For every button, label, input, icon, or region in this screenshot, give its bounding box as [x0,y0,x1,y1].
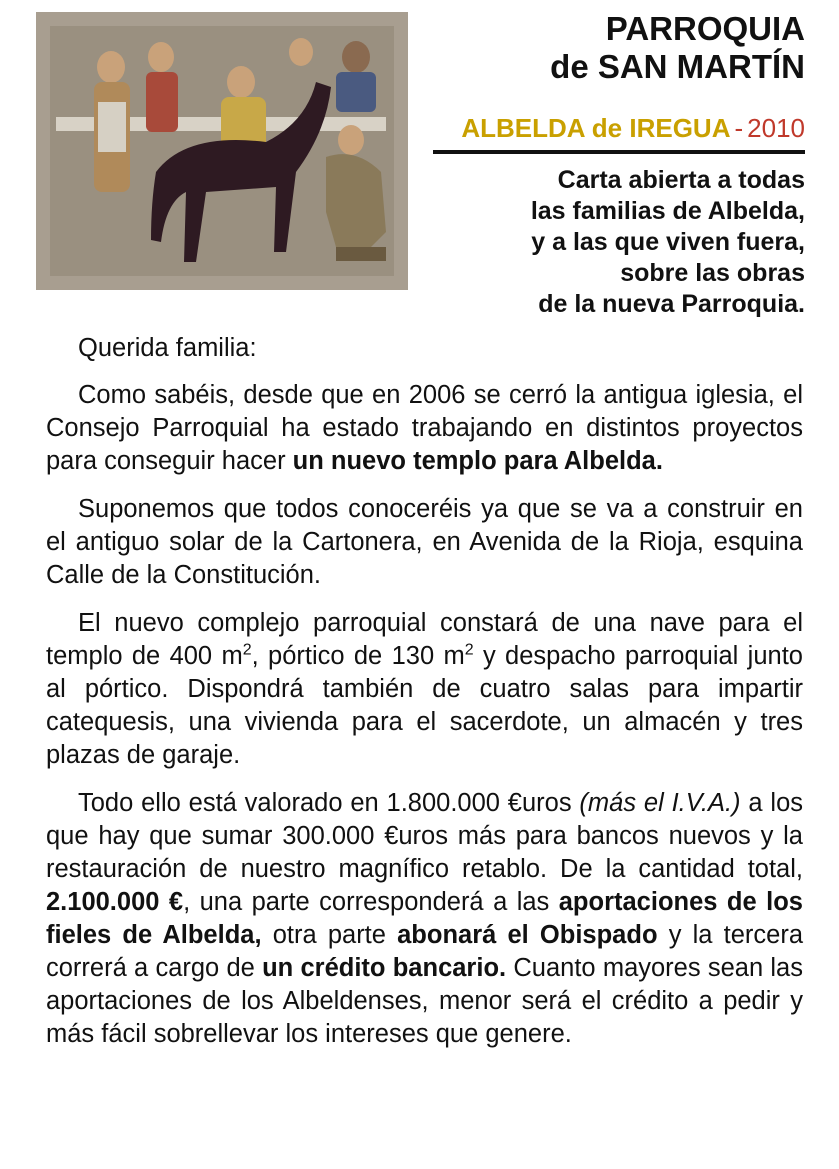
p4-text-g: otra parte [261,921,398,949]
p4-italic: (más el I.V.A.) [579,789,741,817]
p4-text-e: , una parte corresponderá a las [183,888,559,916]
salutation: Querida familia: [78,334,257,362]
subtitle [461,112,805,144]
p3-text-a: El nuevo complejo parroquial constará de una nave para el templo de 400 m [46,609,803,670]
subtitle-place: ALBELDA de IREGUA [461,113,731,143]
tagline-line: las familias de Albelda, [530,197,805,225]
letter-body [46,332,803,1066]
p4-bold-h: abonará el Obispado [397,921,658,949]
p3-sup-2: 2 [464,641,474,659]
p1-text: Como sabéis, desde que en 2006 se cerró la antigua iglesia, el Consejo Parroquial ha estado trabajando en distintos proyectos para conseguir hacer [46,381,803,475]
p4-bold-f: aportaciones de los fieles de Albelda, [46,888,803,949]
paragraph-1 [46,379,803,478]
paragraph-3 [46,607,803,772]
p4-text-c: a los que hay que sumar 300.000 €uros más para bancos nuevos y la restauración de nuestro magnífico retablo. De la cantidad total, [46,789,804,883]
tagline-line: y a las que viven fuera, [531,228,805,256]
p4-text-a: Todo ello está valorado en 1.800.000 €uros [78,789,580,817]
altarpiece-relief-icon [36,12,408,290]
p3-sup-1: 2 [242,641,252,659]
p4-bold-j: un crédito bancario. [262,954,507,982]
p3-text-b: , pórtico de 130 m [251,642,465,670]
tagline-line: de la nueva Parroquia. [538,290,805,318]
header-divider [433,150,805,154]
altarpiece-relief-image [36,12,408,290]
tagline-line: sobre las obras [620,259,805,287]
title-line-2: de SAN MARTÍN [550,48,805,85]
tagline-line: Carta abierta a todas [557,166,805,194]
p4-text-i: y la tercera correrá a cargo de [46,921,803,982]
paragraph-4 [46,787,803,1051]
p4-total: 2.100.000 € [46,888,184,916]
subtitle-year: 2010 [747,113,805,143]
paragraph-2: Suponemos que todos conoceréis ya que se va a construir en el antiguo solar de la Cartonera, en Avenida de la Rioja, esquina Calle de la Constitución. [46,495,803,589]
tagline [531,165,805,320]
p1-bold: un nuevo templo para Albelda. [292,447,663,475]
page-title [550,10,805,86]
p4-text-k: Cuanto mayores sean las aportaciones de los Albeldenses, menor será el crédito a pedir y más fácil sobrellevar los intereses que genere. [46,954,803,1048]
p3-text-c: y despacho parroquial junto al pórtico. Dispondrá también de cuatro salas para impartir catequesis, una vivienda para el sacerdote, un almacén y tres plazas de garaje. [46,642,803,769]
subtitle-separator: - [734,113,744,143]
title-line-1: PARROQUIA [605,10,805,47]
